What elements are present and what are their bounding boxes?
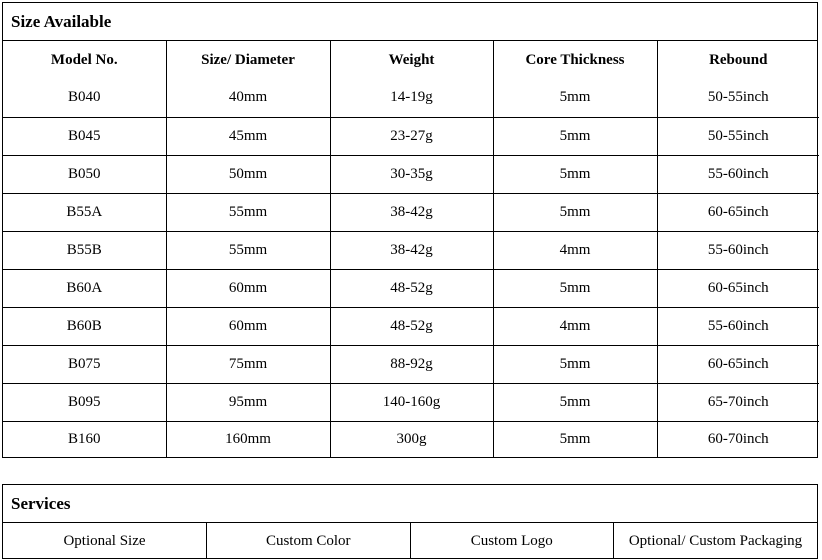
cell-size-diameter: 55mm [166,231,330,269]
cell-weight: 48-52g [330,269,493,307]
cell-rebound: 60-65inch [657,193,819,231]
header-model-no: Model No. [3,41,166,79]
service-custom-color: Custom Color [207,523,411,559]
header-weight: Weight [330,41,493,79]
cell-core-thickness: 5mm [493,155,657,193]
table-row [3,307,819,345]
header-core-thickness: Core Thickness [493,41,657,79]
cell-rebound: 55-60inch [657,155,819,193]
size-available-panel [2,2,818,458]
cell-weight: 23-27g [330,117,493,155]
cell-model-no: B55A [3,193,166,231]
cell-core-thickness: 5mm [493,421,657,458]
cell-model-no: B60A [3,269,166,307]
header-rebound: Rebound [657,41,819,79]
cell-size-diameter: 45mm [166,117,330,155]
cell-weight: 38-42g [330,231,493,269]
service-custom-packaging: Optional/ Custom Packaging [614,523,818,559]
cell-weight: 140-160g [330,383,493,421]
cell-model-no: B60B [3,307,166,345]
table-row [3,383,819,421]
cell-model-no: B55B [3,231,166,269]
cell-core-thickness: 5mm [493,193,657,231]
cell-model-no: B050 [3,155,166,193]
cell-size-diameter: 60mm [166,307,330,345]
table-row [3,117,819,155]
cell-rebound: 50-55inch [657,117,819,155]
cell-weight: 30-35g [330,155,493,193]
cell-weight: 48-52g [330,307,493,345]
cell-model-no: B045 [3,117,166,155]
cell-model-no: B160 [3,421,166,458]
cell-rebound: 50-55inch [657,79,819,117]
service-custom-logo: Custom Logo [410,523,614,559]
cell-rebound: 60-65inch [657,269,819,307]
cell-weight: 38-42g [330,193,493,231]
cell-rebound: 65-70inch [657,383,819,421]
table-row [3,421,819,458]
table-row [3,155,819,193]
cell-rebound: 55-60inch [657,307,819,345]
size-table-header-row [3,41,819,79]
cell-model-no: B075 [3,345,166,383]
cell-rebound: 60-70inch [657,421,819,458]
cell-core-thickness: 5mm [493,79,657,117]
cell-core-thickness: 5mm [493,383,657,421]
cell-core-thickness: 4mm [493,307,657,345]
table-row [3,231,819,269]
cell-size-diameter: 50mm [166,155,330,193]
cell-rebound: 55-60inch [657,231,819,269]
cell-size-diameter: 60mm [166,269,330,307]
cell-size-diameter: 160mm [166,421,330,458]
cell-core-thickness: 5mm [493,117,657,155]
services-panel [2,484,818,559]
services-title: Services [3,485,817,523]
cell-model-no: B095 [3,383,166,421]
cell-weight: 300g [330,421,493,458]
service-optional-size: Optional Size [3,523,207,559]
table-row [3,193,819,231]
cell-model-no: B040 [3,79,166,117]
services-row [3,523,817,559]
cell-size-diameter: 95mm [166,383,330,421]
cell-core-thickness: 4mm [493,231,657,269]
table-row [3,345,819,383]
services-table [3,523,817,559]
table-row [3,269,819,307]
cell-rebound: 60-65inch [657,345,819,383]
cell-weight: 14-19g [330,79,493,117]
size-table [3,41,819,458]
cell-core-thickness: 5mm [493,345,657,383]
cell-core-thickness: 5mm [493,269,657,307]
cell-size-diameter: 75mm [166,345,330,383]
cell-size-diameter: 55mm [166,193,330,231]
cell-weight: 88-92g [330,345,493,383]
cell-size-diameter: 40mm [166,79,330,117]
size-available-title: Size Available [3,3,817,41]
table-row [3,79,819,117]
header-size-diameter: Size/ Diameter [166,41,330,79]
